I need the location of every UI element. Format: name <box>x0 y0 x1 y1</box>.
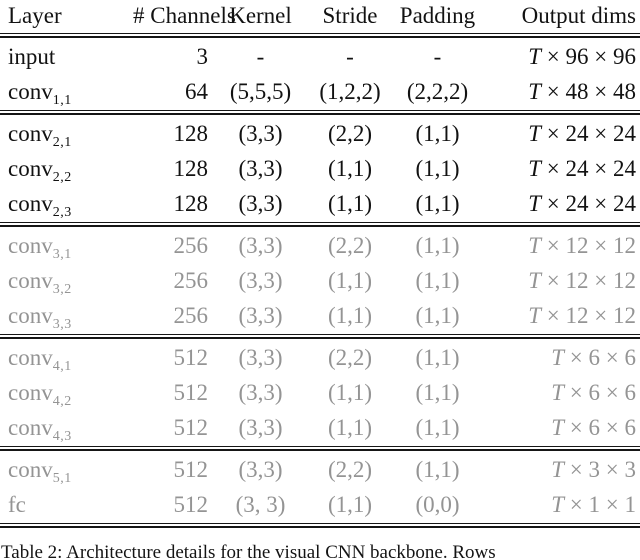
cell-channels: 128 <box>173 190 208 216</box>
table-row <box>0 410 640 445</box>
cell-channels: 256 <box>173 232 208 258</box>
column-header-padding: Padding <box>399 3 476 28</box>
table-rule <box>0 333 640 340</box>
cell-channels: 512 <box>173 379 208 405</box>
cell-kernel: (3,3) <box>238 344 283 370</box>
cell-layer: conv$_{2,2}$ <box>8 155 72 185</box>
cell-output-dims: T × 1 × 1 <box>551 491 636 517</box>
column-header-layer: Layer <box>8 3 62 28</box>
cell-stride: (2,2) <box>327 456 373 482</box>
cell-stride: (2,2) <box>327 344 373 370</box>
cell-output-dims: T × 12 × 12 <box>528 267 636 293</box>
table-caption: Table 2: Architecture details for the visual CNN backbone. Rows <box>1 542 496 560</box>
cell-kernel: - <box>256 43 265 69</box>
cell-output-dims: T × 48 × 48 <box>528 78 636 104</box>
cell-channels: 128 <box>173 120 208 146</box>
cell-kernel: (3, 3) <box>235 491 286 517</box>
cell-stride: (2,2) <box>327 232 373 258</box>
cell-padding: (1,1) <box>415 232 460 258</box>
cell-layer: conv$_{4,2}$ <box>8 379 72 409</box>
cell-padding: (1,1) <box>415 302 460 328</box>
cell-layer: conv$_{1,1}$ <box>8 78 72 108</box>
table-row <box>0 487 640 522</box>
cell-stride: (1,2,2) <box>319 78 381 104</box>
table-rule <box>0 109 640 116</box>
table-row <box>0 74 640 109</box>
cell-kernel: (3,3) <box>238 232 283 258</box>
cell-kernel: (3,3) <box>238 155 283 181</box>
column-header-output-dims: Output dims <box>521 3 636 28</box>
cell-padding: (1,1) <box>415 344 460 370</box>
cell-output-dims: T × 12 × 12 <box>528 232 636 258</box>
cell-output-dims: T × 6 × 6 <box>551 379 636 405</box>
table-rule <box>0 32 640 39</box>
cell-padding: - <box>433 43 442 69</box>
table-row <box>0 298 640 333</box>
cell-kernel: (3,3) <box>238 120 283 146</box>
cell-stride: (1,1) <box>327 414 373 440</box>
column-header-channels: # Channels <box>133 3 236 28</box>
column-header-stride: Stride <box>322 3 378 28</box>
cell-padding: (2,2,2) <box>406 78 469 104</box>
table-row <box>0 186 640 221</box>
cell-padding: (1,1) <box>415 456 460 482</box>
cell-stride: (1,1) <box>327 379 373 405</box>
cell-padding: (1,1) <box>415 120 460 146</box>
cell-layer: conv$_{4,1}$ <box>8 344 72 374</box>
cell-padding: (1,1) <box>415 155 460 181</box>
cell-padding: (1,1) <box>415 379 460 405</box>
cell-channels: 256 <box>173 267 208 293</box>
cell-stride: (1,1) <box>327 267 373 293</box>
cell-layer: input <box>8 43 56 69</box>
cell-kernel: (3,3) <box>238 267 283 293</box>
cell-layer: conv$_{3,3}$ <box>8 302 72 332</box>
cell-padding: (1,1) <box>415 267 460 293</box>
cell-output-dims: T × 24 × 24 <box>528 190 636 216</box>
cell-channels: 512 <box>173 491 208 517</box>
cell-output-dims: T × 96 × 96 <box>528 43 636 69</box>
column-header-kernel: Kernel <box>229 3 292 28</box>
cell-channels: 256 <box>173 302 208 328</box>
table-row <box>0 39 640 74</box>
cell-output-dims: T × 24 × 24 <box>528 155 636 181</box>
cell-kernel: (3,3) <box>238 379 283 405</box>
cell-layer: conv$_{5,1}$ <box>8 456 72 486</box>
cell-kernel: (3,3) <box>238 302 283 328</box>
cell-layer: conv$_{3,2}$ <box>8 267 72 297</box>
table-row <box>0 228 640 263</box>
cell-padding: (0,0) <box>415 491 460 517</box>
cell-output-dims: T × 12 × 12 <box>528 302 636 328</box>
table-row <box>0 375 640 410</box>
cell-layer: conv$_{2,3}$ <box>8 190 72 220</box>
header-row <box>0 0 640 32</box>
cell-kernel: (3,3) <box>238 414 283 440</box>
table-header <box>0 0 640 32</box>
cell-channels: 512 <box>173 414 208 440</box>
cell-layer: conv$_{2,1}$ <box>8 120 72 150</box>
table-row <box>0 116 640 151</box>
table-row <box>0 263 640 298</box>
table-row <box>0 452 640 487</box>
cell-output-dims: T × 24 × 24 <box>528 120 636 146</box>
cell-stride: (1,1) <box>327 491 373 517</box>
table-rule <box>0 221 640 228</box>
cell-padding: (1,1) <box>415 414 460 440</box>
table-row <box>0 340 640 375</box>
table-row <box>0 151 640 186</box>
cell-kernel: (3,3) <box>238 190 283 216</box>
cell-layer: conv$_{4,3}$ <box>8 414 72 444</box>
cell-stride: (1,1) <box>327 302 373 328</box>
cell-kernel: (5,5,5) <box>229 78 292 104</box>
cell-channels: 64 <box>185 78 208 104</box>
cell-stride: (2,2) <box>327 120 373 146</box>
cell-output-dims: T × 6 × 6 <box>551 414 636 440</box>
cell-channels: 512 <box>173 456 208 482</box>
cell-kernel: (3,3) <box>238 456 283 482</box>
cell-layer: conv$_{3,1}$ <box>8 232 72 262</box>
cell-stride: (1,1) <box>327 155 373 181</box>
cell-channels: 3 <box>196 43 208 69</box>
cell-channels: 512 <box>173 344 208 370</box>
cell-channels: 128 <box>173 155 208 181</box>
cell-output-dims: T × 3 × 3 <box>551 456 636 482</box>
cell-output-dims: T × 6 × 6 <box>551 344 636 370</box>
table-rule <box>0 522 640 529</box>
cell-padding: (1,1) <box>415 190 460 216</box>
cell-stride: (1,1) <box>327 190 373 216</box>
cell-stride: - <box>346 43 354 69</box>
table-rule <box>0 445 640 452</box>
cell-layer: fc <box>8 491 26 517</box>
